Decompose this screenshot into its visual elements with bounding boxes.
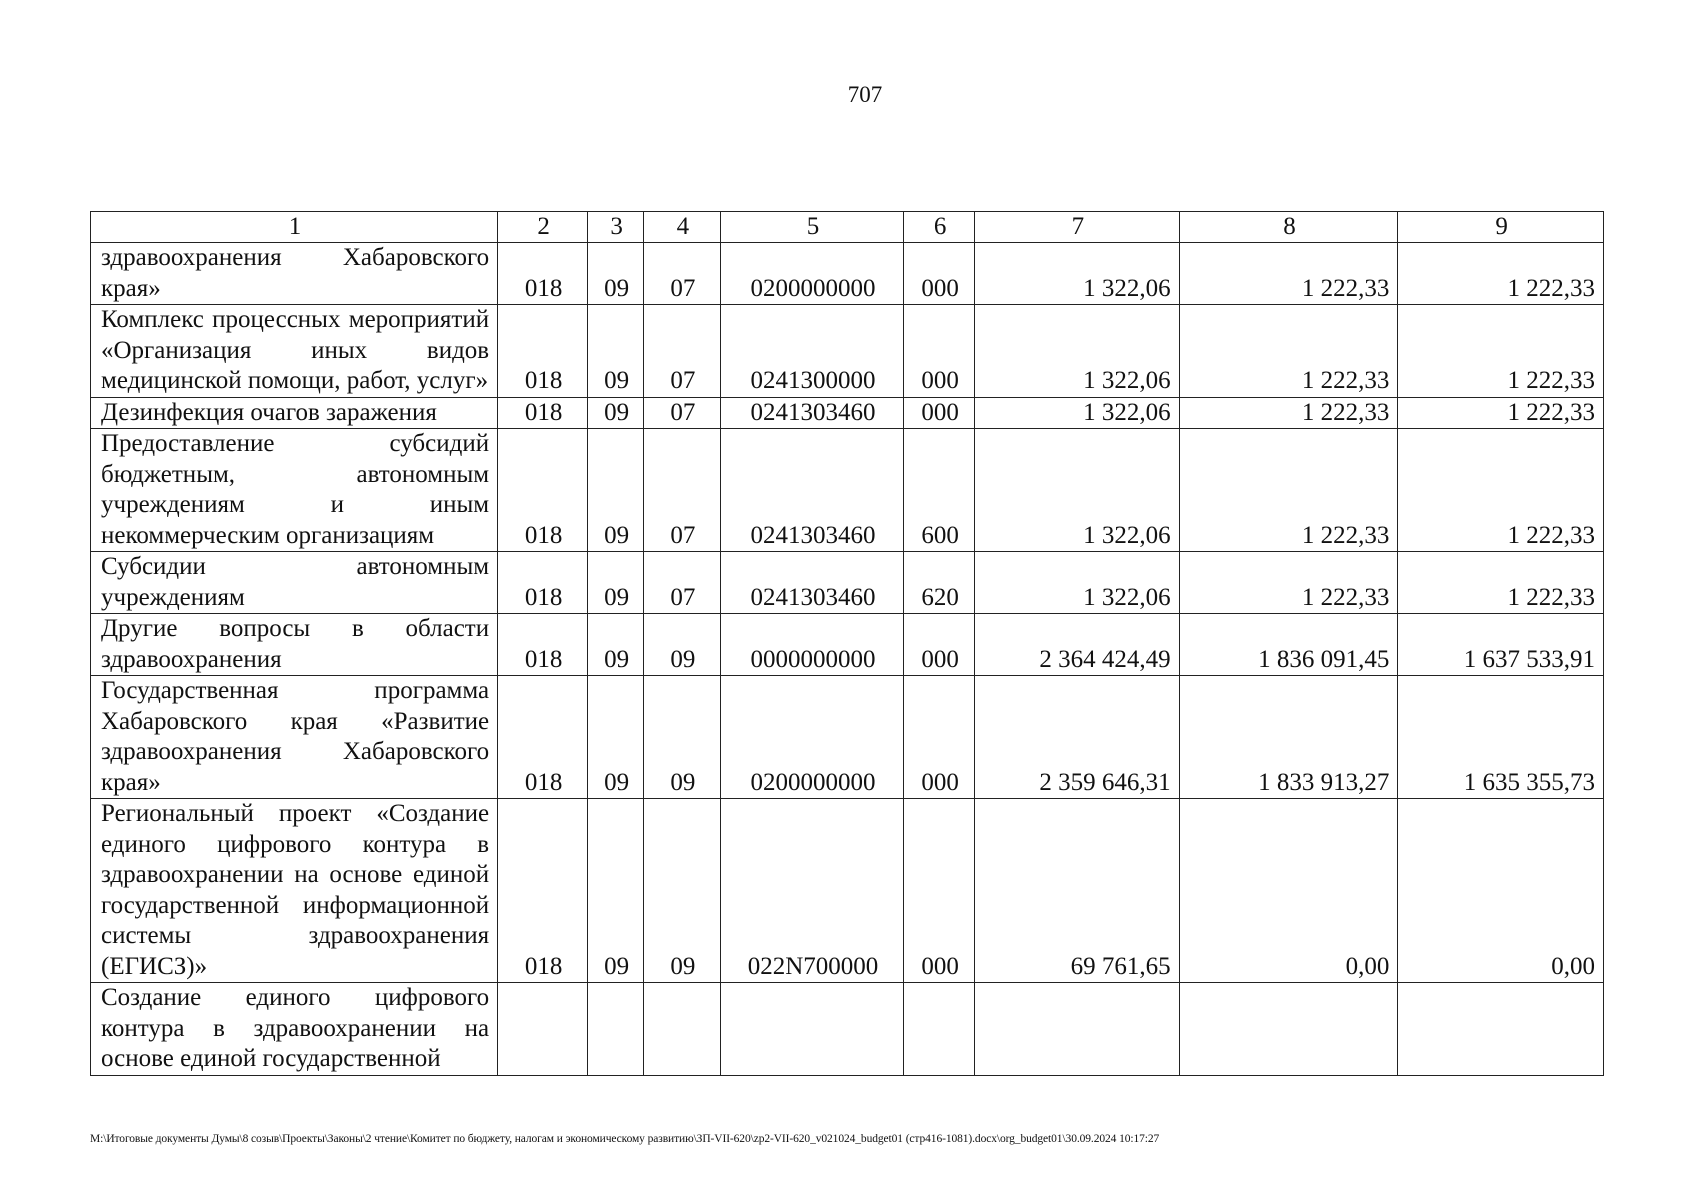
column-header: 9 xyxy=(1398,212,1604,243)
amount-cell: 1 222,33 xyxy=(1398,243,1604,305)
row-name-cell: Предоставление субсидий бюджетным, автономным учреждениям и иным некоммерческим организациям xyxy=(91,429,498,552)
target-article-code-cell: 0241300000 xyxy=(720,305,903,398)
amount-cell xyxy=(975,983,1180,1076)
expense-type-code-cell: 000 xyxy=(904,799,975,983)
subsection-code-cell: 09 xyxy=(643,614,720,676)
table-row xyxy=(91,552,1604,614)
subsection-code-cell: 07 xyxy=(643,305,720,398)
amount-cell: 69 761,65 xyxy=(975,799,1180,983)
amount-cell xyxy=(1398,983,1604,1076)
section-code-cell: 09 xyxy=(588,429,644,552)
grbs-code-cell: 018 xyxy=(498,243,588,305)
row-name-cell: Комплекс процессных мероприятий «Организация иных видов медицинской помощи, работ, услуг» xyxy=(91,305,498,398)
table-row xyxy=(91,614,1604,676)
grbs-code-cell: 018 xyxy=(498,799,588,983)
subsection-code-cell xyxy=(643,983,720,1076)
column-header: 6 xyxy=(904,212,975,243)
expense-type-code-cell: 600 xyxy=(904,429,975,552)
column-header: 7 xyxy=(975,212,1180,243)
section-code-cell: 09 xyxy=(588,676,644,799)
expense-type-code-cell: 000 xyxy=(904,397,975,429)
page-number: 707 xyxy=(847,82,883,107)
row-name-cell: здравоохранения Хабаровского края» xyxy=(91,243,498,305)
row-name-cell: Другие вопросы в области здравоохранения xyxy=(91,614,498,676)
amount-cell: 1 222,33 xyxy=(1398,397,1604,429)
table-row xyxy=(91,397,1604,429)
row-name-cell: Дезинфекция очагов заражения xyxy=(91,397,498,429)
subsection-code-cell: 07 xyxy=(643,397,720,429)
target-article-code-cell: 0241303460 xyxy=(720,429,903,552)
column-header: 8 xyxy=(1179,212,1398,243)
subsection-code-cell: 09 xyxy=(643,799,720,983)
expense-type-code-cell: 000 xyxy=(904,305,975,398)
table-row xyxy=(91,799,1604,983)
amount-cell: 0,00 xyxy=(1179,799,1398,983)
amount-cell: 1 222,33 xyxy=(1398,305,1604,398)
section-code-cell: 09 xyxy=(588,614,644,676)
section-code-cell: 09 xyxy=(588,552,644,614)
subsection-code-cell: 07 xyxy=(643,552,720,614)
column-header: 2 xyxy=(498,212,588,243)
grbs-code-cell: 018 xyxy=(498,676,588,799)
grbs-code-cell: 018 xyxy=(498,429,588,552)
amount-cell: 1 222,33 xyxy=(1179,305,1398,398)
expense-type-code-cell xyxy=(904,983,975,1076)
amount-cell: 1 222,33 xyxy=(1179,397,1398,429)
row-name-cell: Создание единого цифрового контура в здравоохранении на основе единой государственной xyxy=(91,983,498,1076)
amount-cell: 1 635 355,73 xyxy=(1398,676,1604,799)
amount-cell: 2 359 646,31 xyxy=(975,676,1180,799)
table-row xyxy=(91,243,1604,305)
expense-type-code-cell: 000 xyxy=(904,676,975,799)
budget-table xyxy=(90,211,1604,1076)
amount-cell: 1 836 091,45 xyxy=(1179,614,1398,676)
amount-cell xyxy=(1179,983,1398,1076)
column-header: 5 xyxy=(720,212,903,243)
section-code-cell: 09 xyxy=(588,305,644,398)
amount-cell: 0,00 xyxy=(1398,799,1604,983)
target-article-code-cell: 0200000000 xyxy=(720,243,903,305)
row-name-cell: Региональный проект «Создание единого цифрового контура в здравоохранении на основе единой государственной информационной системы здравоохранения (ЕГИСЗ)» xyxy=(91,799,498,983)
table-row xyxy=(91,429,1604,552)
table-row xyxy=(91,305,1604,398)
grbs-code-cell: 018 xyxy=(498,305,588,398)
subsection-code-cell: 07 xyxy=(643,429,720,552)
section-code-cell: 09 xyxy=(588,397,644,429)
grbs-code-cell: 018 xyxy=(498,552,588,614)
amount-cell: 1 322,06 xyxy=(975,552,1180,614)
row-name-cell: Государственная программа Хабаровского края «Развитие здравоохранения Хабаровского края» xyxy=(91,676,498,799)
target-article-code-cell: 0200000000 xyxy=(720,676,903,799)
table-row xyxy=(91,676,1604,799)
amount-cell: 2 364 424,49 xyxy=(975,614,1180,676)
amount-cell: 1 222,33 xyxy=(1179,552,1398,614)
target-article-code-cell: 0000000000 xyxy=(720,614,903,676)
subsection-code-cell: 07 xyxy=(643,243,720,305)
grbs-code-cell: 018 xyxy=(498,397,588,429)
amount-cell: 1 833 913,27 xyxy=(1179,676,1398,799)
table-header-row xyxy=(91,212,1604,243)
column-header: 1 xyxy=(91,212,498,243)
expense-type-code-cell: 000 xyxy=(904,243,975,305)
subsection-code-cell: 09 xyxy=(643,676,720,799)
file-path-footer: M:\Итоговые документы Думы\8 созыв\Проекты\Законы\2 чтение\Комитет по бюджету, налогам и экономическому развитию\ЗП-VII-620\zp2-VII-620_v021024_budget01 (стр416-1081).docx\org_budget01\30.09.2024 10:17:27 xyxy=(90,1133,1160,1145)
target-article-code-cell: 0241303460 xyxy=(720,552,903,614)
amount-cell: 1 222,33 xyxy=(1398,552,1604,614)
target-article-code-cell xyxy=(720,983,903,1076)
target-article-code-cell: 022N700000 xyxy=(720,799,903,983)
row-name-cell: Субсидии автономным учреждениям xyxy=(91,552,498,614)
amount-cell: 1 322,06 xyxy=(975,305,1180,398)
grbs-code-cell xyxy=(498,983,588,1076)
section-code-cell: 09 xyxy=(588,243,644,305)
section-code-cell xyxy=(588,983,644,1076)
expense-type-code-cell: 000 xyxy=(904,614,975,676)
target-article-code-cell: 0241303460 xyxy=(720,397,903,429)
column-header: 3 xyxy=(588,212,644,243)
table-row xyxy=(91,983,1604,1076)
amount-cell: 1 222,33 xyxy=(1179,243,1398,305)
column-header: 4 xyxy=(643,212,720,243)
amount-cell: 1 637 533,91 xyxy=(1398,614,1604,676)
amount-cell: 1 322,06 xyxy=(975,397,1180,429)
section-code-cell: 09 xyxy=(588,799,644,983)
amount-cell: 1 322,06 xyxy=(975,243,1180,305)
amount-cell: 1 222,33 xyxy=(1179,429,1398,552)
amount-cell: 1 322,06 xyxy=(975,429,1180,552)
grbs-code-cell: 018 xyxy=(498,614,588,676)
expense-type-code-cell: 620 xyxy=(904,552,975,614)
amount-cell: 1 222,33 xyxy=(1398,429,1604,552)
